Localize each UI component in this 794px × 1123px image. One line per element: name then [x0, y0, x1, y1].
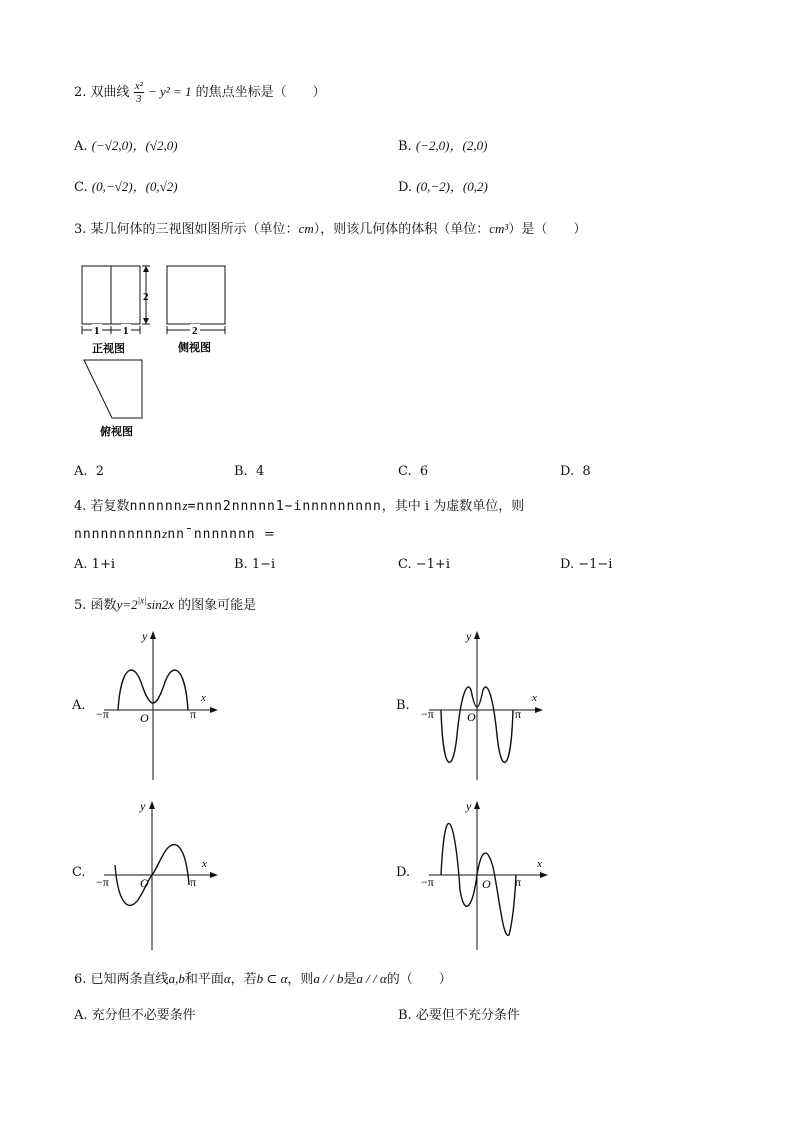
axis-x-label: x [202, 858, 207, 870]
question-number: 2. [74, 85, 87, 100]
question-text: 的焦点坐标是（ ） [195, 85, 326, 100]
option-c[interactable] [74, 176, 178, 195]
question-text: 已知两条直线 [90, 972, 169, 987]
option-text: 1+i [91, 557, 115, 572]
garbled-text: nn¯nnnnnnn [167, 527, 256, 542]
question-text: ，其中 i 为虚数单位，则 [381, 499, 525, 514]
question-number: 4. [74, 499, 87, 514]
option-label: C. [72, 865, 86, 880]
option-text: 1−i [251, 557, 276, 572]
option-b[interactable] [398, 135, 487, 154]
pi-label: π [190, 875, 197, 889]
option-a[interactable] [74, 557, 115, 572]
option-d[interactable] [398, 176, 488, 195]
option-label: D. [560, 557, 575, 572]
option-b[interactable] [234, 557, 275, 572]
equals-sign: = [263, 527, 275, 542]
axis-y-label: y [142, 629, 148, 643]
neg-pi-label: −π [96, 707, 109, 721]
option-label: C. [398, 464, 412, 479]
option-label: B. [398, 139, 412, 154]
origin-label: O [140, 876, 149, 890]
dim-1-left: 1 [94, 325, 100, 337]
fraction-denominator: 3 [136, 93, 142, 105]
option-a[interactable] [72, 698, 86, 713]
option-label: B. [234, 464, 248, 479]
origin-label: O [140, 711, 149, 725]
dim-2-side: 2 [192, 325, 198, 337]
option-label: A. [74, 464, 88, 479]
math-p2: a / / α [356, 971, 387, 986]
function-exponent: |x| [137, 595, 147, 606]
axis-x-label: x [532, 692, 537, 704]
fraction [134, 80, 144, 105]
axis-y-label: y [140, 799, 146, 813]
math-ab: a,b [168, 971, 185, 986]
axis-x-label: x [201, 692, 206, 704]
question-5 [74, 594, 256, 613]
front-view-label: 正视图 [92, 343, 125, 355]
equation-rest: − y² = 1 [148, 84, 192, 99]
question-text: 的（ ） [386, 972, 452, 987]
option-label: D. [396, 865, 411, 880]
option-text: 6 [419, 464, 429, 479]
option-label: D. [560, 464, 575, 479]
pi-label: π [190, 707, 197, 721]
option-d[interactable] [396, 865, 410, 880]
option-text: (0,−2)，(0,2) [416, 179, 488, 194]
garbled-text: =nnn2nnnnn1−innnnnnnnn [187, 499, 382, 514]
neg-pi-label: −π [421, 875, 434, 889]
axis-y-label: y [466, 799, 472, 813]
question-text: 若复数 [90, 499, 130, 514]
option-a[interactable] [74, 1004, 196, 1023]
question-text: 函数 [90, 598, 117, 613]
option-label: A. [74, 557, 88, 572]
question-6 [74, 968, 452, 987]
unit: cm [298, 221, 314, 236]
question-number: 5. [74, 598, 87, 613]
garbled-text: nnnnnnnnnn [74, 527, 163, 542]
option-label: A. [74, 139, 88, 154]
garbled-text: nnnnnn [129, 499, 183, 514]
question-4 [74, 495, 524, 514]
math-p1: a / / b [313, 971, 344, 986]
dim-1-right: 1 [123, 325, 129, 337]
pi-label: π [515, 875, 522, 889]
option-a[interactable] [74, 135, 178, 154]
question-text: 某几何体的三视图如图所示（单位： [90, 222, 299, 237]
question-number: 6. [74, 972, 87, 987]
var-z: z [182, 498, 188, 513]
question-text: ）是（ ） [508, 222, 587, 237]
math-alpha: α [223, 971, 231, 986]
option-c[interactable] [72, 865, 86, 880]
graph-b [415, 625, 550, 785]
option-d[interactable] [560, 464, 591, 479]
graph-a [90, 625, 225, 785]
option-b[interactable] [234, 464, 264, 479]
option-text: 4 [255, 464, 265, 479]
question-text: ，若 [230, 972, 257, 987]
question-text: 双曲线 [90, 85, 130, 100]
option-d[interactable] [560, 557, 612, 572]
option-text: (−√2,0)，(√2,0) [91, 138, 178, 153]
option-label: B. [398, 1008, 412, 1023]
option-text: 8 [582, 464, 591, 479]
question-text: ，则 [287, 972, 314, 987]
pi-label: π [515, 707, 522, 721]
origin-label: O [467, 710, 476, 724]
option-text: −1+i [415, 557, 450, 572]
option-c[interactable] [398, 464, 428, 479]
origin-label: O [482, 877, 491, 891]
question-4-line-2 [74, 526, 275, 542]
function-expr: y=2 [116, 597, 138, 612]
option-text: 2 [95, 464, 105, 479]
unit: cm³ [489, 221, 509, 236]
question-text: 是 [343, 972, 357, 987]
side-view-label: 侧视图 [178, 342, 211, 354]
var-z: z [162, 526, 168, 541]
graph-d [415, 795, 555, 955]
neg-pi-label: −π [421, 707, 434, 721]
option-text: −1−i [578, 557, 613, 572]
option-label: C. [74, 180, 88, 195]
option-label: A. [72, 698, 86, 713]
function-expr-rest: sin2x [146, 597, 175, 612]
question-text: 的图象可能是 [178, 598, 257, 613]
question-text: 和平面 [184, 972, 224, 987]
math-condition: b ⊂ α [256, 971, 288, 986]
option-label: A. [74, 1008, 88, 1023]
option-b[interactable] [396, 698, 410, 713]
option-text: (0,−√2)，(0,√2) [91, 179, 178, 194]
fraction-numerator: x² [134, 80, 143, 92]
question-2 [74, 80, 326, 105]
three-view-diagram [70, 258, 250, 448]
top-view-outline [84, 360, 142, 418]
curve [441, 823, 516, 935]
option-text: 必要但不充分条件 [415, 1008, 520, 1023]
option-label: C. [398, 557, 412, 572]
question-number: 3. [74, 222, 87, 237]
option-text: 充分但不必要条件 [91, 1008, 196, 1023]
option-text: (−2,0)，(2,0) [415, 138, 488, 153]
question-3 [74, 218, 586, 237]
option-label: D. [398, 180, 413, 195]
top-view-label: 俯视图 [100, 426, 133, 438]
dim-2-height: 2 [143, 291, 149, 303]
axis-x-label: x [537, 858, 542, 870]
question-text: ），则该几何体的体积（单位： [313, 222, 490, 237]
axis-y-label: y [466, 629, 472, 643]
option-label: B. [234, 557, 248, 572]
option-a[interactable] [74, 464, 104, 479]
option-label: B. [396, 698, 410, 713]
option-c[interactable] [398, 557, 450, 572]
option-b[interactable] [398, 1004, 520, 1023]
side-view-outline [167, 266, 225, 324]
graph-c [90, 795, 225, 955]
neg-pi-label: −π [96, 875, 109, 889]
